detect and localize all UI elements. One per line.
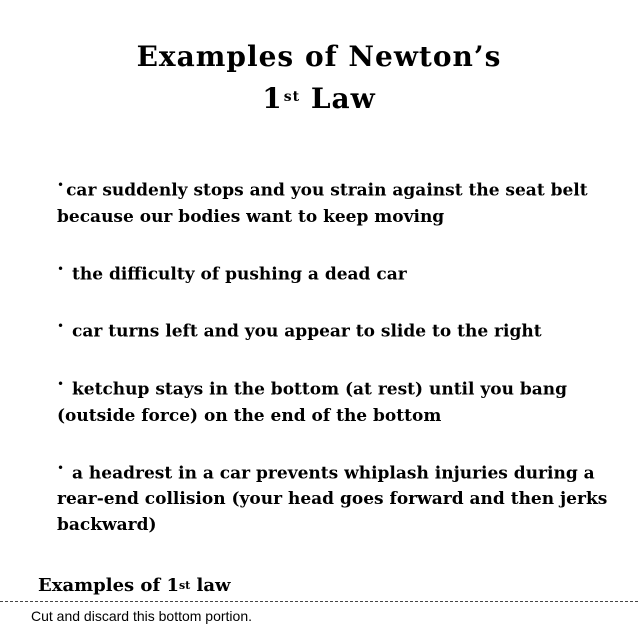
bullet-dot-icon: •: [57, 261, 65, 276]
title-line-1: Examples of Newton’s: [136, 40, 502, 73]
caption-prefix: Examples of 1: [38, 575, 179, 596]
cut-note: Cut and discard this bottom portion.: [31, 608, 253, 624]
caption-suffix: law: [196, 575, 231, 596]
bullet-dot-icon: •: [57, 460, 65, 475]
slide-caption: [38, 574, 231, 598]
slide-title: [0, 36, 638, 120]
bullet-item: [57, 313, 617, 345]
title-ordinal-number: 1: [262, 82, 283, 115]
bullet-text: a headrest in a car prevents whiplash injuries during a rear-end collision (your head goes forward and then jerks backward): [57, 463, 608, 536]
bullet-item: [57, 455, 617, 539]
caption-ordinal-suffix: st: [178, 579, 191, 592]
bullet-dot-icon: •: [57, 319, 65, 334]
bullet-list: [57, 172, 617, 564]
bullet-item: [57, 371, 617, 429]
bullet-text: ketchup stays in the bottom (at rest) until you bang (outside force) on the end of the bottom: [57, 379, 568, 426]
bullet-text: car turns left and you appear to slide to the right: [72, 321, 542, 342]
cut-line-divider: [0, 601, 638, 602]
bullet-item: [57, 256, 617, 288]
bullet-item: [57, 172, 617, 230]
bullet-dot-icon: •: [57, 376, 65, 391]
bullet-text: the difficulty of pushing a dead car: [72, 264, 407, 285]
title-law-word: Law: [310, 82, 376, 115]
title-ordinal-suffix: st: [283, 89, 301, 105]
bullet-text: car suddenly stops and you strain against the seat belt because our bodies want to keep moving: [57, 180, 588, 227]
bullet-dot-icon: •: [57, 178, 65, 192]
title-line-2: [0, 78, 638, 120]
